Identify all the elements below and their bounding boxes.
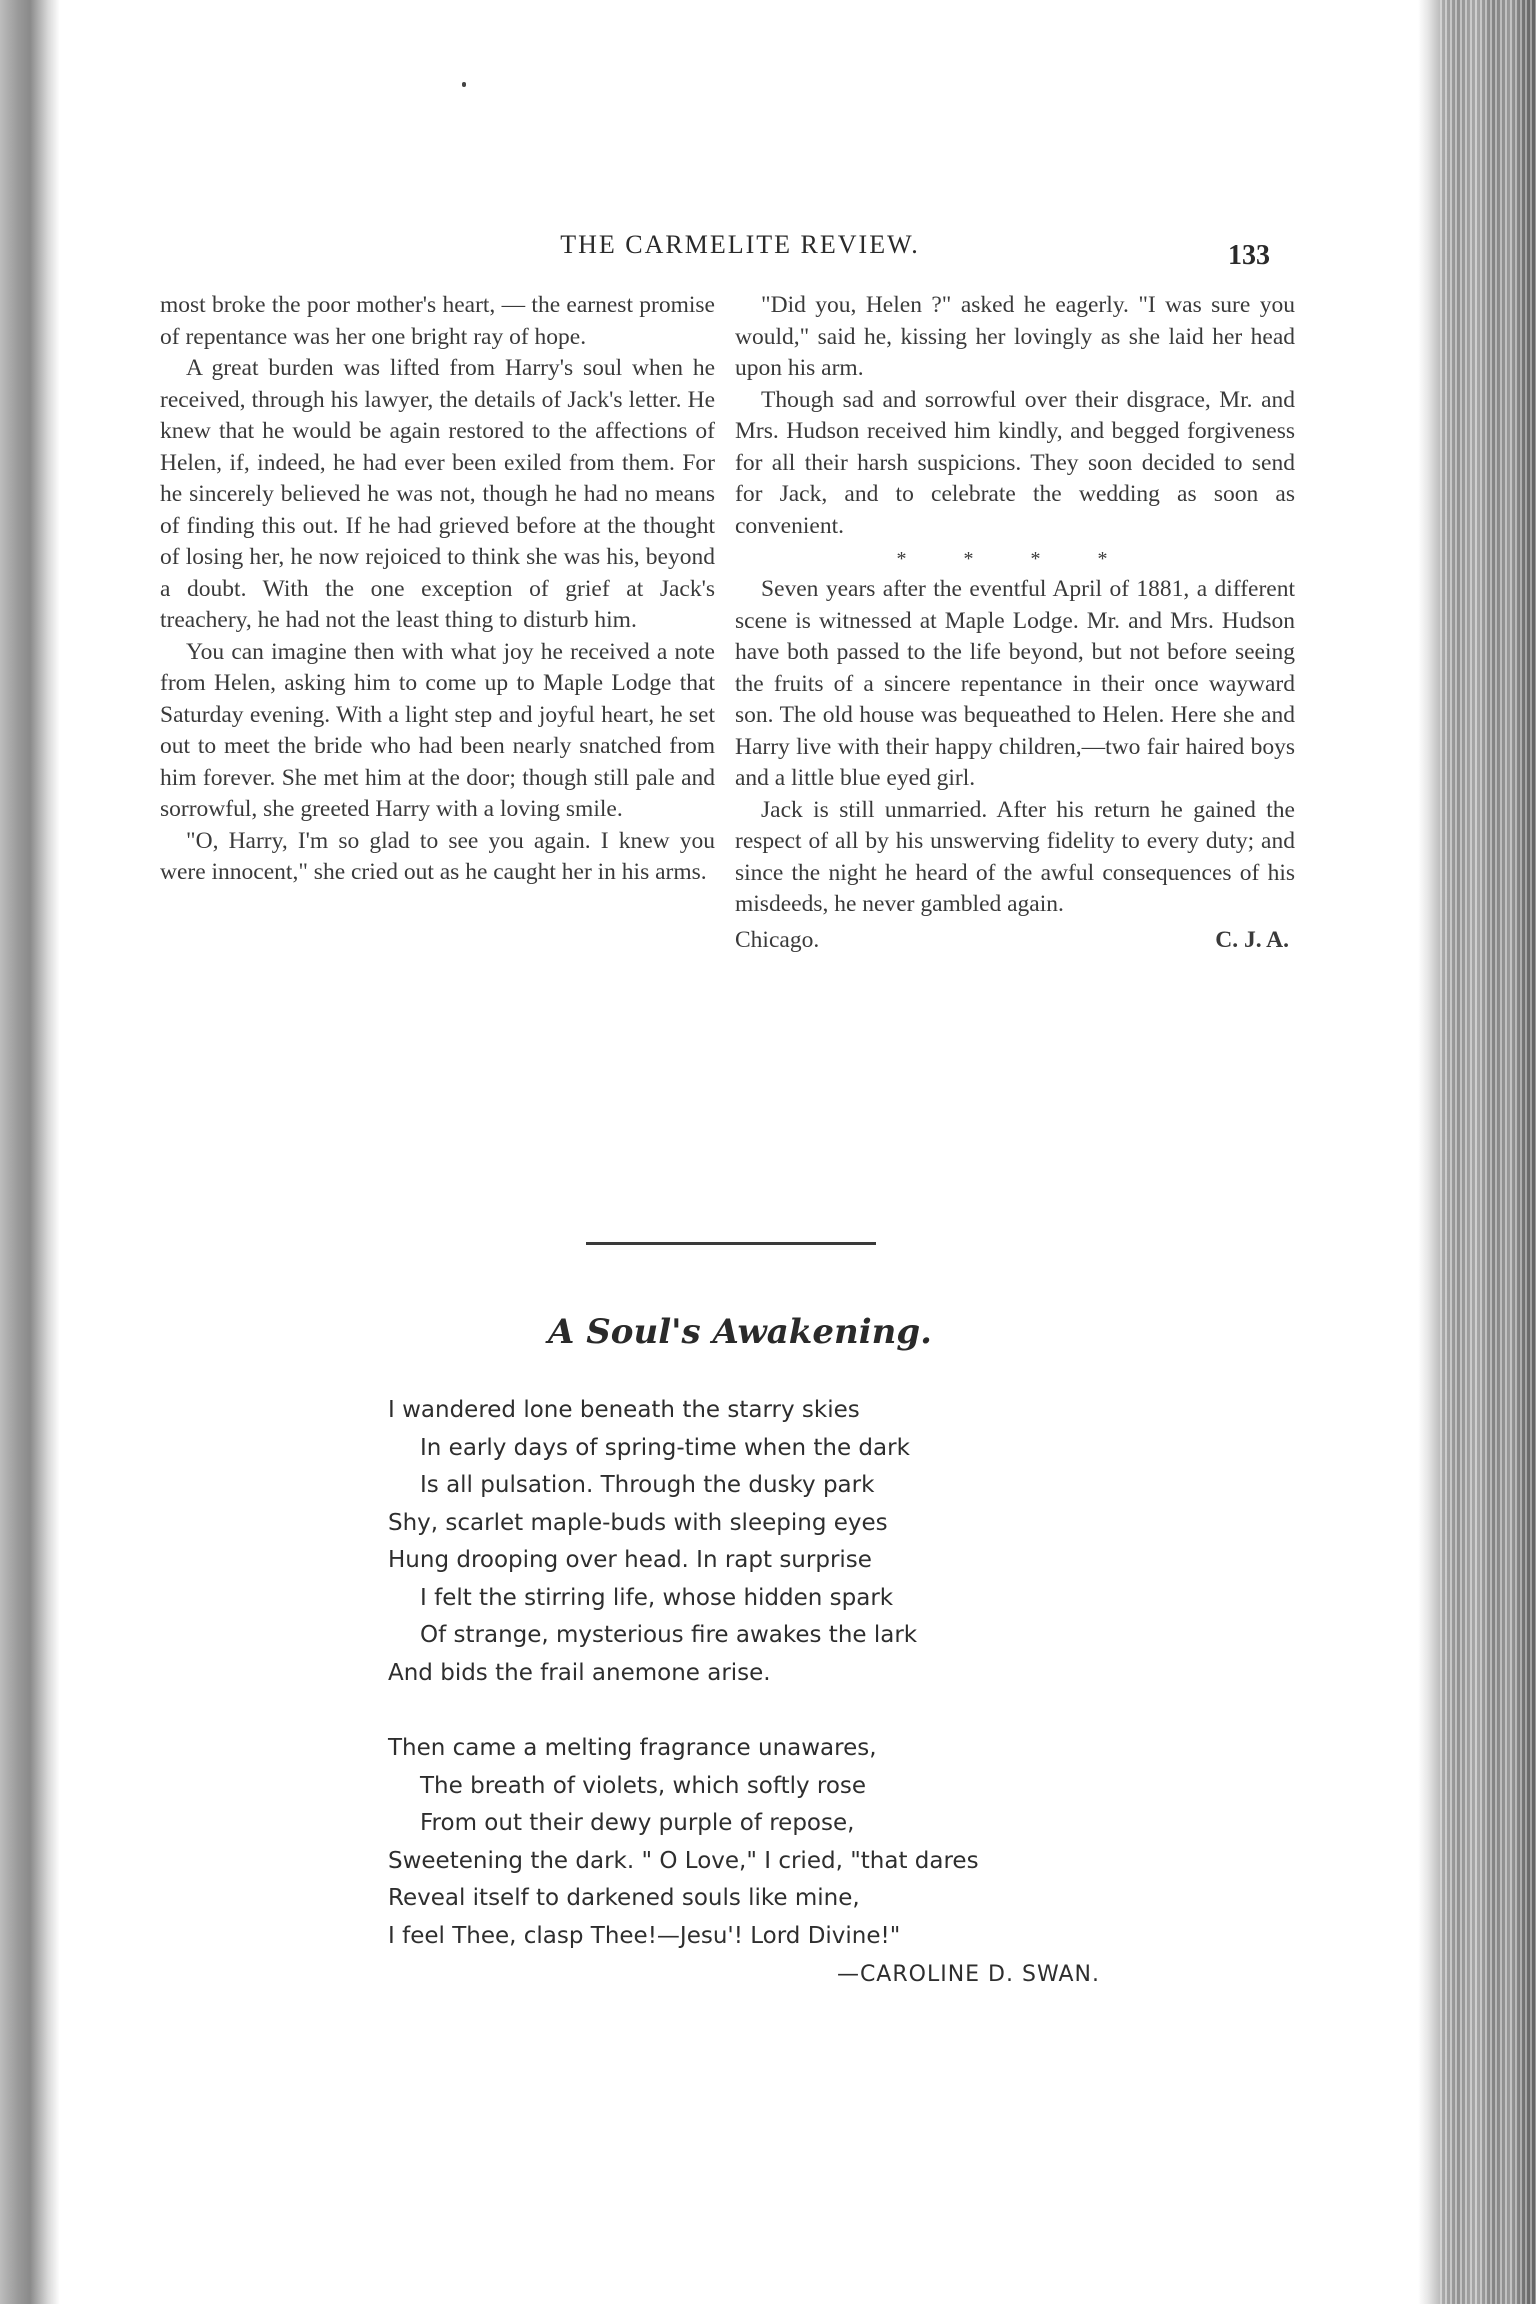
ink-speck: [462, 82, 466, 87]
paragraph: "O, Harry, I'm so glad to see you again. I knew you were innocent," she cried out as he caught her in his arms.: [160, 827, 715, 885]
poem-line: I felt the stirring life, whose hidden spark: [420, 1584, 894, 1611]
paragraph: Jack is still unmarried. After his return he gained the respect of all by his unswerving fidelity to every duty; and since the night he heard of the awful consequences of his misdeeds, he never gambled again.: [735, 796, 1295, 917]
page-number: 133: [1228, 240, 1270, 271]
poem-line: Is all pulsation. Through the dusky park: [420, 1472, 875, 1498]
poem-author: —CAROLINE D. SWAN.: [836, 1962, 1100, 1987]
story-signoff: [735, 925, 1295, 957]
poem-line: Then came a melting fragrance unawares,: [388, 1735, 877, 1761]
poem-line: I wandered lone beneath the starry skies: [388, 1397, 860, 1423]
divider-rule: [586, 1242, 876, 1245]
story-place: Chicago.: [735, 926, 820, 953]
poem-line: From out their dewy purple of repose,: [420, 1810, 855, 1836]
poem-line: Reveal itself to darkened souls like mine,: [388, 1885, 860, 1911]
book-binding-shadow: [0, 0, 60, 2304]
running-title: THE CARMELITE REVIEW.: [560, 230, 920, 259]
paragraph: "Did you, Helen ?" asked he eagerly. "I was sure you would," said he, kissing her lovingly as she laid her head upon his arm.: [735, 292, 1295, 381]
poem-line: In early days of spring-time when the dark: [420, 1434, 910, 1461]
paragraph: You can imagine then with what joy he received a note from Helen, asking him to come up to Maple Lodge that Saturday evening. With a light step and joyful heart, he set out to meet the bride who had been nearly snatched from him forever. She met him at the door; though still pale and sorrowful, she greeted Harry with a loving smile.: [160, 638, 715, 822]
poem-line: And bids the frail anemone arise.: [388, 1659, 771, 1686]
poem-body: [388, 1392, 1088, 1955]
stanza-gap: [388, 1692, 1088, 1730]
poem-line: Hung drooping over head. In rapt surprise: [388, 1547, 872, 1573]
poem-line: Of strange, mysterious fire awakes the lark: [420, 1622, 918, 1648]
story-right-column: [735, 290, 1295, 956]
poem-line: The breath of violets, which softly rose: [420, 1772, 867, 1799]
page-edge-lines: [1440, 0, 1536, 2304]
section-separator: * * * *: [896, 548, 1134, 570]
paragraph: Though sad and sorrowful over their disgrace, Mr. and Mrs. Hudson received him kindly, and begged forgiveness for all their harsh suspicions. They soon decided to send for Jack, and to celebrate the wedding as soon as convenient.: [735, 386, 1295, 539]
poem-line: Shy, scarlet maple-buds with sleeping eyes: [388, 1509, 888, 1536]
story-signature: C. J. A.: [1215, 926, 1289, 953]
paragraph: A great burden was lifted from Harry's soul when he received, through his lawyer, the details of Jack's letter. He knew that he would be again restored to the affections of Helen, if, indeed, he had ever been exiled from them. For he sincerely believed he was not, though he had no means of finding this out. If he had grieved before at the thought of losing her, he now rejoiced to think she was his, beyond a doubt. With the one exception of grief at Jack's treachery, he had not the least thing to disturb him.: [160, 355, 715, 633]
poem-title: A Soul's Awakening.: [548, 1312, 932, 1352]
story-left-column: [160, 290, 715, 889]
paragraph: Seven years after the eventful April of 1881, a different scene is witnessed at Maple Lodge. Mr. and Mrs. Hudson have both passed to the life beyond, but not before seeing the fruits of a sincere repentance in their once wayward son. The old house was bequeathed to Helen. Here she and Harry live with their happy children,—two fair haired boys and a little blue eyed girl.: [735, 576, 1295, 791]
poem-line: I feel Thee, clasp Thee!—Jesu'! Lord Divine!": [388, 1922, 901, 1949]
paragraph: most broke the poor mother's heart, — the earnest promise of repentance was her one bright ray of hope.: [160, 292, 715, 350]
poem-line: Sweetening the dark. " O Love," I cried, "that dares: [388, 1847, 979, 1874]
